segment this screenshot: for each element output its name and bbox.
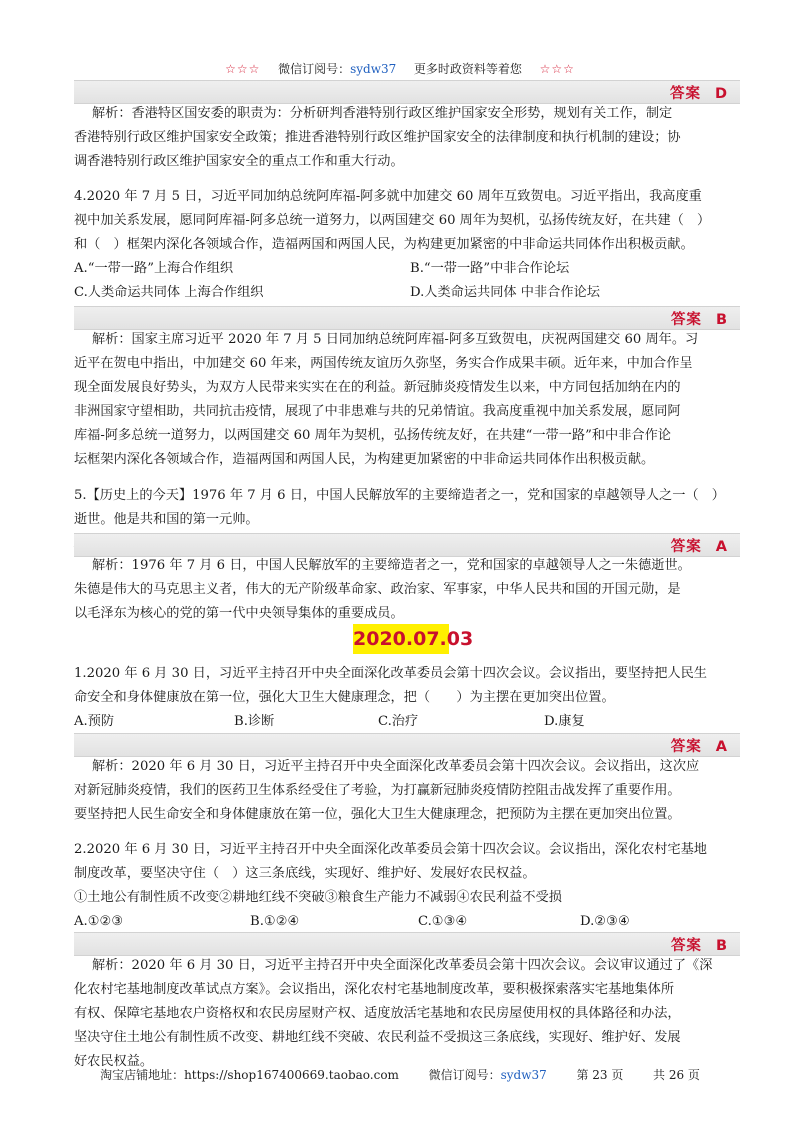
explanation-line: 调香港特别行政区维护国家安全的重点工作和重大行动。 xyxy=(74,154,404,169)
question-line: 视中加关系发展，愿同阿库福-阿多总统一道努力，以两国建交 60 周年为契机，弘扬传统友好，在共建（ ） xyxy=(74,213,711,228)
answer-bar xyxy=(74,932,740,956)
question-line: 命安全和身体健康放在第一位，强化大卫生大健康理念，把（ ）为主摆在更加突出位置。 xyxy=(74,690,615,705)
question-line: 4.2020 年 7 月 5 日，习近平同加纳总统阿库福-阿多就中加建交 60 周年互致贺电。习近平指出，我高度重 xyxy=(74,189,702,204)
option-row xyxy=(74,910,726,934)
answer-letter: A xyxy=(715,539,728,555)
stars-right: ☆☆☆ xyxy=(539,62,575,76)
question-line: 逝世。他是共和国的第一元帅。 xyxy=(74,512,259,527)
option-a: A.“一带一路”上海合作组织 xyxy=(74,261,234,276)
answer-bar xyxy=(74,80,740,104)
explanation-line: 坛框架内深化各领域合作，造福两国和两国人民，为构建更加紧密的中非命运共同体作出积极贡献。 xyxy=(74,452,655,467)
date-heading: 2020.07.03 xyxy=(353,624,449,654)
answer-bar xyxy=(74,306,740,330)
option-a: A.预防 xyxy=(74,714,115,729)
option-b: B.“一带一路”中非合作论坛 xyxy=(410,261,570,276)
option-c: C.治疗 xyxy=(378,714,419,729)
explanation-line: 朱德是伟大的马克思主义者，伟大的无产阶级革命家、政治家、军事家，中华人民共和国的开国元勋，是 xyxy=(74,582,681,597)
wechat-label: 微信订阅号： xyxy=(278,62,351,76)
stars-left: ☆☆☆ xyxy=(225,62,261,76)
page-total: 共 26 页 xyxy=(653,1068,700,1082)
page-number: 第 23 页 xyxy=(576,1068,624,1082)
explanation-line: 现全面发展良好势头，为双方人民带来实实在在的利益。新冠肺炎疫情发生以来，中方同包括加纳在内的 xyxy=(74,380,681,395)
question-line: 1.2020 年 6 月 30 日，习近平主持召开中央全面深化改革委员会第十四次会议。会议指出，要坚持把人民生 xyxy=(74,666,707,681)
explanation-line: 近平在贺电中指出，中加建交 60 年来，两国传统友谊历久弥坚，务实合作成果丰硕。近年来，中加合作呈 xyxy=(74,356,693,371)
answer-label: 答案 xyxy=(669,86,701,102)
option-c: C.人类命运共同体 上海合作组织 xyxy=(74,285,264,300)
answer-label: 答案 xyxy=(670,938,702,954)
option-d: D.②③④ xyxy=(580,914,630,929)
option-row xyxy=(74,710,726,734)
explanation-line: 要坚持把人民生命安全和身体健康放在第一位，强化大卫生大健康理念，把预防为主摆在更加突出位置。 xyxy=(74,807,681,822)
explanation-line: 解析：2020 年 6 月 30 日，习近平主持召开中央全面深化改革委员会第十四次会议。会议指出，这次应 xyxy=(92,759,700,774)
footer-wechat-label: 微信订阅号： xyxy=(428,1068,501,1082)
question-line: 和（ ）框架内深化各领域合作，造福两国和两国人民，为构建更加紧密的中非命运共同体作出积极贡献。 xyxy=(74,237,694,252)
answer-label: 答案 xyxy=(670,312,702,328)
explanation-line: 有权、保障宅基地农户资格权和农民房屋财产权、适度放活宅基地和农民房屋使用权的具体路径和办法， xyxy=(74,1006,681,1021)
answer-bar xyxy=(74,733,740,757)
option-b: B.①②④ xyxy=(250,914,300,929)
answer-letter: B xyxy=(715,938,728,954)
answer-letter: B xyxy=(715,312,728,328)
q2-explanation-line-5b: 好农民权益。 xyxy=(74,1054,154,1069)
answer-label: 答案 xyxy=(670,739,702,755)
explanation-line: 解析：香港特区国安委的职责为：分析研判香港特别行政区维护国家安全形势，规划有关工作，制定 xyxy=(92,106,673,121)
wechat-id: sydw37 xyxy=(350,62,397,76)
question-line: 5.【历史上的今天】1976 年 7 月 6 日，中国人民解放军的主要缔造者之一，党和国家的卓越领导人之一（ ） xyxy=(74,488,725,503)
explanation-line: 对新冠肺炎疫情，我们的医药卫生体系经受住了考验，为打赢新冠肺炎疫情防控阻击战发挥了重要作用。 xyxy=(74,783,681,798)
explanation-line: 库福-阿多总统一道努力，以两国建交 60 周年为契机，弘扬传统友好，在共建“一带一路”和中非合作论 xyxy=(74,428,671,443)
question-line: ①土地公有制性质不改变②耕地红线不突破③粮食生产能力不减弱④农民利益不受损 xyxy=(74,890,562,905)
question-line: 制度改革，要坚决守住（ ）这三条底线，实现好、维护好、发展好农民权益。 xyxy=(74,866,536,881)
q5-explanation-line-3b: 以毛泽东为核心的党的第一代中央领导集体的重要成员。 xyxy=(74,606,404,621)
answer-letter: D xyxy=(714,86,728,102)
page-header xyxy=(0,60,800,77)
option-b: B.诊断 xyxy=(234,714,275,729)
answer-label: 答案 xyxy=(670,539,702,555)
footer-wechat-id: sydw37 xyxy=(500,1068,547,1082)
option-row xyxy=(74,281,726,305)
explanation-line: 化农村宅基地制度改革试点方案》。会议指出，深化农村宅基地制度改革，要积极探索落实宅基地集体所 xyxy=(74,982,675,997)
option-row xyxy=(74,257,726,281)
option-d: D.康复 xyxy=(544,714,585,729)
option-d: D.人类命运共同体 中非合作论坛 xyxy=(410,285,600,300)
header-tagline: 更多时政资料等着您 xyxy=(413,62,522,76)
explanation-line: 解析：2020 年 6 月 30 日，习近平主持召开中央全面深化改革委员会第十四次会议。会议审议通过了《深 xyxy=(92,958,713,973)
explanation-line: 香港特别行政区维护国家安全政策；推进香港特别行政区维护国家安全的法律制度和执行机制的建设；协 xyxy=(74,130,681,145)
explanation-line: 坚决守住土地公有制性质不改变、耕地红线不突破、农民利益不受损这三条底线，实现好、维护好、发展 xyxy=(74,1030,681,1045)
option-c: C.①③④ xyxy=(418,914,468,929)
answer-letter: A xyxy=(715,739,728,755)
explanation-line: 解析：国家主席习近平 2020 年 7 月 5 日同加纳总统阿库福-阿多互致贺电，庆祝两国建交 60 周年。习 xyxy=(92,332,699,347)
shop-address: 淘宝店铺地址：https://shop167400669.taobao.com xyxy=(100,1068,399,1082)
option-a: A.①②③ xyxy=(74,914,124,929)
explanation-line: 解析：1976 年 7 月 6 日，中国人民解放军的主要缔造者之一，党和国家的卓越领导人之一朱德逝世。 xyxy=(92,558,691,573)
question-line: 2.2020 年 6 月 30 日，习近平主持召开中央全面深化改革委员会第十四次会议。会议指出，深化农村宅基地 xyxy=(74,842,707,857)
explanation-line: 非洲国家守望相助，共同抗击疫情，展现了中非患难与共的兄弟情谊。我高度重视中加关系发展，愿同阿 xyxy=(74,404,681,419)
